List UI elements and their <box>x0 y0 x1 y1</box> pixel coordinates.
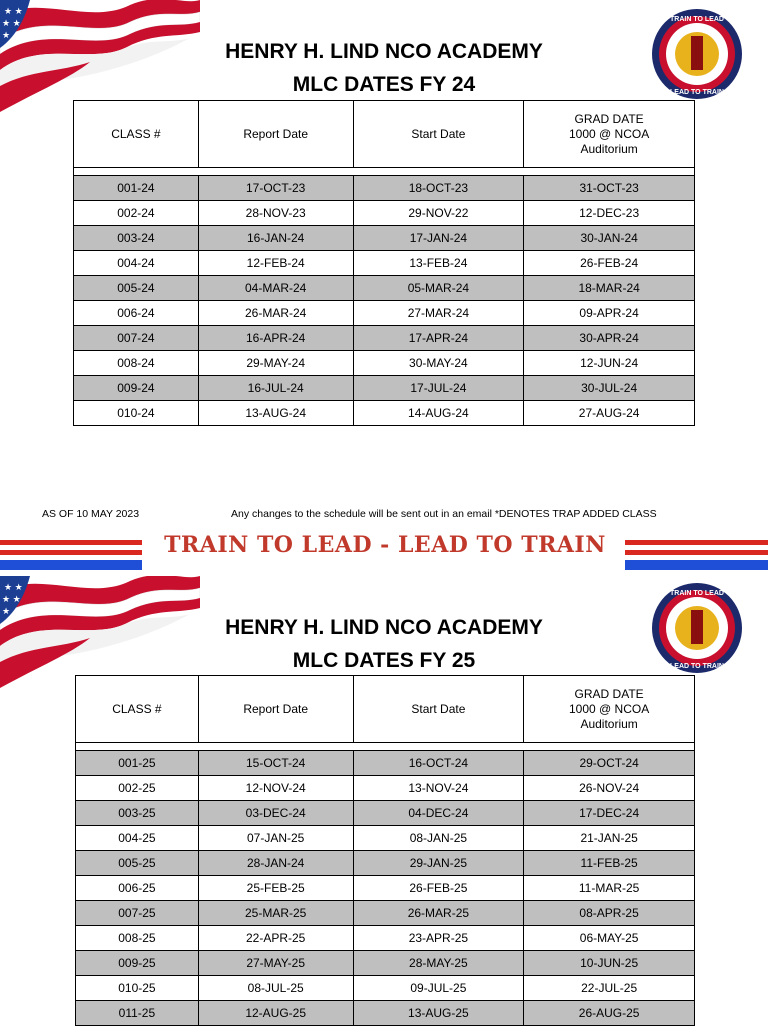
class-cell: 007-25 <box>76 901 199 926</box>
svg-text:LEAD TO TRAIN: LEAD TO TRAIN <box>670 89 724 96</box>
grad-date-cell: 27-AUG-24 <box>524 401 695 426</box>
report-date-cell: 16-JAN-24 <box>198 226 353 251</box>
start-date-cell: 05-MAR-24 <box>353 276 524 301</box>
start-date-cell: 04-DEC-24 <box>353 801 524 826</box>
grad-date-cell: 26-NOV-24 <box>524 776 695 801</box>
grad-date-cell: 12-JUN-24 <box>524 351 695 376</box>
report-date-cell: 25-FEB-25 <box>198 876 353 901</box>
report-date-cell: 17-OCT-23 <box>198 176 353 201</box>
table-row <box>74 301 695 326</box>
class-cell: 001-24 <box>74 176 199 201</box>
fy25-schedule-table <box>75 675 695 1026</box>
class-cell: 007-24 <box>74 326 199 351</box>
grad-date-cell: 26-FEB-24 <box>524 251 695 276</box>
col-grad-date: GRAD DATE 1000 @ NCOA Auditorium <box>524 101 695 168</box>
class-cell: 001-25 <box>76 751 199 776</box>
start-date-cell: 30-MAY-24 <box>353 351 524 376</box>
class-cell: 003-24 <box>74 226 199 251</box>
class-cell: 006-24 <box>74 301 199 326</box>
table-header-row <box>76 676 695 743</box>
start-date-cell: 17-JAN-24 <box>353 226 524 251</box>
grad-date-cell: 11-FEB-25 <box>524 851 695 876</box>
svg-text:★ ★: ★ ★ <box>4 6 23 16</box>
report-date-cell: 15-OCT-24 <box>198 751 353 776</box>
col-start-date: Start Date <box>353 676 524 743</box>
left-stripes <box>0 540 142 570</box>
report-date-cell: 07-JAN-25 <box>198 826 353 851</box>
svg-text:LEAD TO TRAIN: LEAD TO TRAIN <box>670 663 724 670</box>
class-cell: 005-25 <box>76 851 199 876</box>
table-row <box>76 976 695 1001</box>
class-cell: 005-24 <box>74 276 199 301</box>
grad-date-cell: 06-MAY-25 <box>524 926 695 951</box>
table-row <box>76 776 695 801</box>
start-date-cell: 29-JAN-25 <box>353 851 524 876</box>
start-date-cell: 23-APR-25 <box>353 926 524 951</box>
table-row <box>76 951 695 976</box>
table-row <box>76 801 695 826</box>
col-grad-date: GRAD DATE 1000 @ NCOA Auditorium <box>524 676 695 743</box>
grad-date-cell: 31-OCT-23 <box>524 176 695 201</box>
report-date-cell: 12-AUG-25 <box>198 1001 353 1026</box>
svg-text:TRAIN TO LEAD: TRAIN TO LEAD <box>670 16 724 23</box>
as-of-date: AS OF 10 MAY 2023 <box>42 508 140 520</box>
svg-text:TRAIN TO LEAD: TRAIN TO LEAD <box>670 590 724 597</box>
start-date-cell: 27-MAR-24 <box>353 301 524 326</box>
start-date-cell: 13-NOV-24 <box>353 776 524 801</box>
class-cell: 008-25 <box>76 926 199 951</box>
grad-date-cell: 18-MAR-24 <box>524 276 695 301</box>
grad-date-cell: 17-DEC-24 <box>524 801 695 826</box>
svg-text:★ ★: ★ ★ <box>4 582 23 592</box>
report-date-cell: 08-JUL-25 <box>198 976 353 1001</box>
table-row <box>74 351 695 376</box>
svg-text:★ ★: ★ ★ <box>2 594 21 604</box>
fy25-title-line1: HENRY H. LIND NCO ACADEMY <box>225 616 543 639</box>
table-row <box>74 326 695 351</box>
start-date-cell: 26-FEB-25 <box>353 876 524 901</box>
svg-text:★: ★ <box>2 606 11 616</box>
class-cell: 002-25 <box>76 776 199 801</box>
report-date-cell: 29-MAY-24 <box>198 351 353 376</box>
report-date-cell: 26-MAR-24 <box>198 301 353 326</box>
table-row <box>76 851 695 876</box>
class-cell: 010-24 <box>74 401 199 426</box>
fy25-title-line2: MLC DATES FY 25 <box>292 649 476 672</box>
class-cell: 006-25 <box>76 876 199 901</box>
col-report-date: Report Date <box>198 101 353 168</box>
class-cell: 009-25 <box>76 951 199 976</box>
fy24-title-line2: MLC DATES FY 24 <box>292 73 476 96</box>
grad-date-cell: 11-MAR-25 <box>524 876 695 901</box>
grad-date-cell: 09-APR-24 <box>524 301 695 326</box>
report-date-cell: 28-NOV-23 <box>198 201 353 226</box>
start-date-cell: 14-AUG-24 <box>353 401 524 426</box>
grad-date-cell: 26-AUG-25 <box>524 1001 695 1026</box>
grad-date-cell: 29-OCT-24 <box>524 751 695 776</box>
col-start-date: Start Date <box>353 101 524 168</box>
class-cell: 002-24 <box>74 201 199 226</box>
start-date-cell: 16-OCT-24 <box>353 751 524 776</box>
fy24-title-line1: HENRY H. LIND NCO ACADEMY <box>225 40 543 63</box>
start-date-cell: 17-APR-24 <box>353 326 524 351</box>
table-row <box>74 176 695 201</box>
grad-date-cell: 22-JUL-25 <box>524 976 695 1001</box>
table-row <box>74 376 695 401</box>
report-date-cell: 27-MAY-25 <box>198 951 353 976</box>
grad-date-cell: 30-JAN-24 <box>524 226 695 251</box>
table-row <box>74 276 695 301</box>
right-stripes <box>625 540 768 570</box>
table-header-row <box>74 101 695 168</box>
table-row <box>74 201 695 226</box>
table-row <box>76 901 695 926</box>
report-date-cell: 04-MAR-24 <box>198 276 353 301</box>
table-row <box>76 876 695 901</box>
report-date-cell: 13-AUG-24 <box>198 401 353 426</box>
start-date-cell: 17-JUL-24 <box>353 376 524 401</box>
table-row <box>76 751 695 776</box>
table-row <box>74 251 695 276</box>
start-date-cell: 13-AUG-25 <box>353 1001 524 1026</box>
report-date-cell: 22-APR-25 <box>198 926 353 951</box>
table-row <box>74 226 695 251</box>
start-date-cell: 08-JAN-25 <box>353 826 524 851</box>
report-date-cell: 16-JUL-24 <box>198 376 353 401</box>
report-date-cell: 25-MAR-25 <box>198 901 353 926</box>
start-date-cell: 28-MAY-25 <box>353 951 524 976</box>
class-cell: 010-25 <box>76 976 199 1001</box>
report-date-cell: 28-JAN-24 <box>198 851 353 876</box>
table-row <box>76 826 695 851</box>
grad-date-cell: 21-JAN-25 <box>524 826 695 851</box>
grad-date-cell: 10-JUN-25 <box>524 951 695 976</box>
class-cell: 008-24 <box>74 351 199 376</box>
start-date-cell: 26-MAR-25 <box>353 901 524 926</box>
schedule-note: Any changes to the schedule will be sent out in an email *DENOTES TRAP ADDED CLASS <box>231 508 657 520</box>
report-date-cell: 03-DEC-24 <box>198 801 353 826</box>
col-class: CLASS # <box>76 676 199 743</box>
class-cell: 009-24 <box>74 376 199 401</box>
grad-date-cell: 12-DEC-23 <box>524 201 695 226</box>
start-date-cell: 18-OCT-23 <box>353 176 524 201</box>
table-row <box>74 401 695 426</box>
start-date-cell: 29-NOV-22 <box>353 201 524 226</box>
class-cell: 003-25 <box>76 801 199 826</box>
grad-date-cell: 30-JUL-24 <box>524 376 695 401</box>
grad-date-cell: 08-APR-25 <box>524 901 695 926</box>
start-date-cell: 13-FEB-24 <box>353 251 524 276</box>
table-row <box>76 926 695 951</box>
class-cell: 004-24 <box>74 251 199 276</box>
start-date-cell: 09-JUL-25 <box>353 976 524 1001</box>
class-cell: 004-25 <box>76 826 199 851</box>
report-date-cell: 16-APR-24 <box>198 326 353 351</box>
col-report-date: Report Date <box>198 676 353 743</box>
report-date-cell: 12-NOV-24 <box>198 776 353 801</box>
table-row <box>76 1001 695 1026</box>
svg-text:★ ★: ★ ★ <box>2 18 21 28</box>
motto-text: TRAIN TO LEAD - LEAD TO TRAIN <box>164 532 606 558</box>
col-class: CLASS # <box>74 101 199 168</box>
report-date-cell: 12-FEB-24 <box>198 251 353 276</box>
grad-date-cell: 30-APR-24 <box>524 326 695 351</box>
svg-text:★: ★ <box>2 30 11 40</box>
fy24-schedule-table <box>73 100 695 426</box>
class-cell: 011-25 <box>76 1001 199 1026</box>
